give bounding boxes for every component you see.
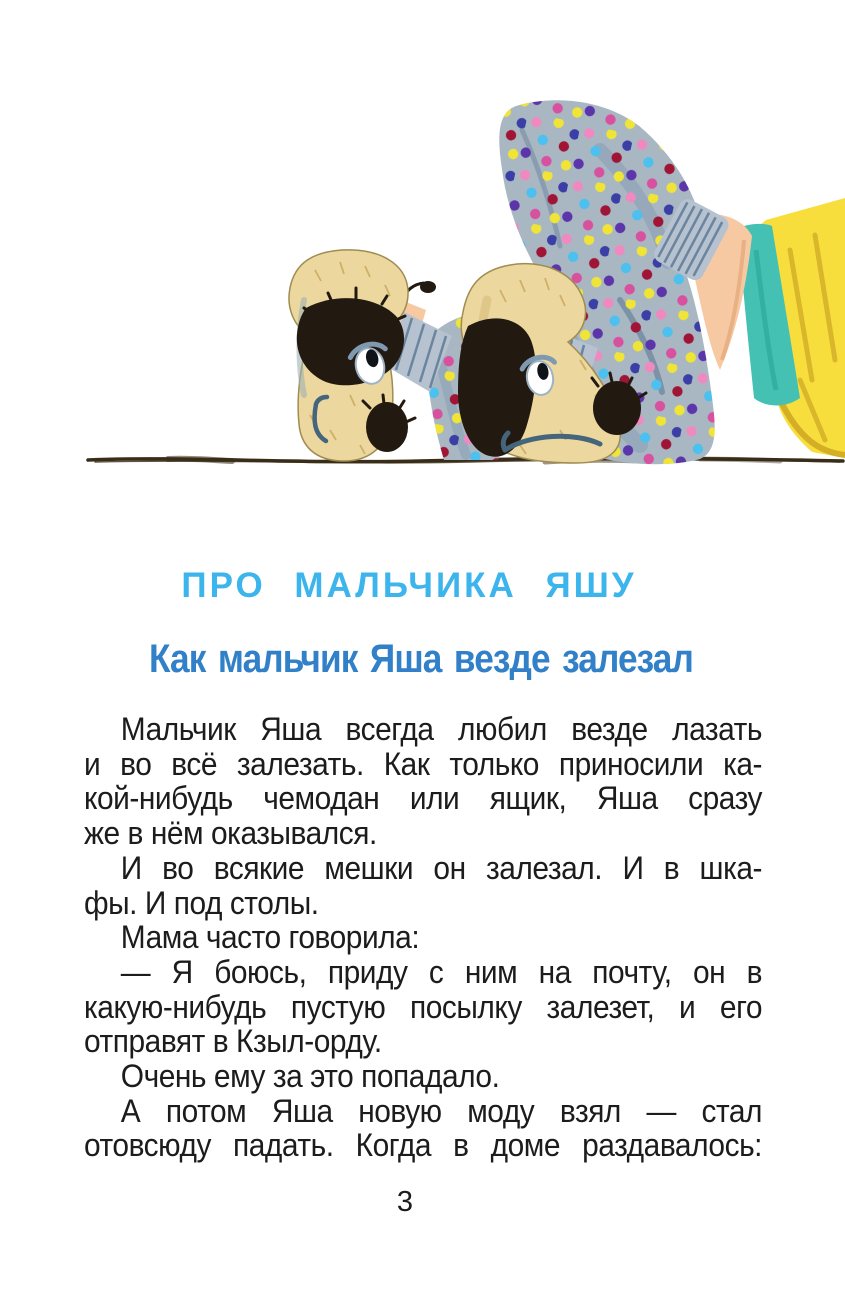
story-title: Как мальчик Яша везде залезал xyxy=(149,637,693,681)
series-title: ПРО МАЛЬЧИКА ЯШУ xyxy=(181,566,637,605)
slipper-nose-right xyxy=(593,381,641,435)
text-line: А потом Яша новую моду взял — стал xyxy=(120,1092,763,1129)
dog-slipper-left xyxy=(289,250,415,461)
text-line: Мама часто говорила: xyxy=(120,919,420,956)
text-line: фы. И под столы. xyxy=(84,884,319,921)
text-line: отправят в Кзыл-орду. xyxy=(84,1023,382,1060)
story-text xyxy=(84,712,762,1163)
slipper-nose-left xyxy=(366,402,408,452)
text-line: — Я боюсь, приду с ним на почту, он в xyxy=(120,953,763,990)
text-line: Очень ему за это попадало. xyxy=(120,1058,500,1095)
text-line: же в нём оказывался. xyxy=(84,815,377,852)
text-line: отовсюду падать. Когда в доме раздавалось: xyxy=(84,1127,763,1164)
slipper-tail-left xyxy=(420,281,436,293)
text-line: Мальчик Яша всегда любил везде лазать xyxy=(120,711,763,747)
page-number: 3 xyxy=(396,1186,414,1218)
yellow-shirt xyxy=(738,198,845,458)
pajama-boy-illustration xyxy=(0,0,845,470)
text-line: и во всё залезать. Как только приносили ка- xyxy=(84,745,763,782)
text-line: И во всякие мешки он залезал. И в шка- xyxy=(120,849,763,886)
text-line: какую-нибудь пустую посылку залезет, и его xyxy=(84,988,763,1025)
text-line: кой-нибудь чемодан или ящик, Яша сразу xyxy=(84,780,763,817)
